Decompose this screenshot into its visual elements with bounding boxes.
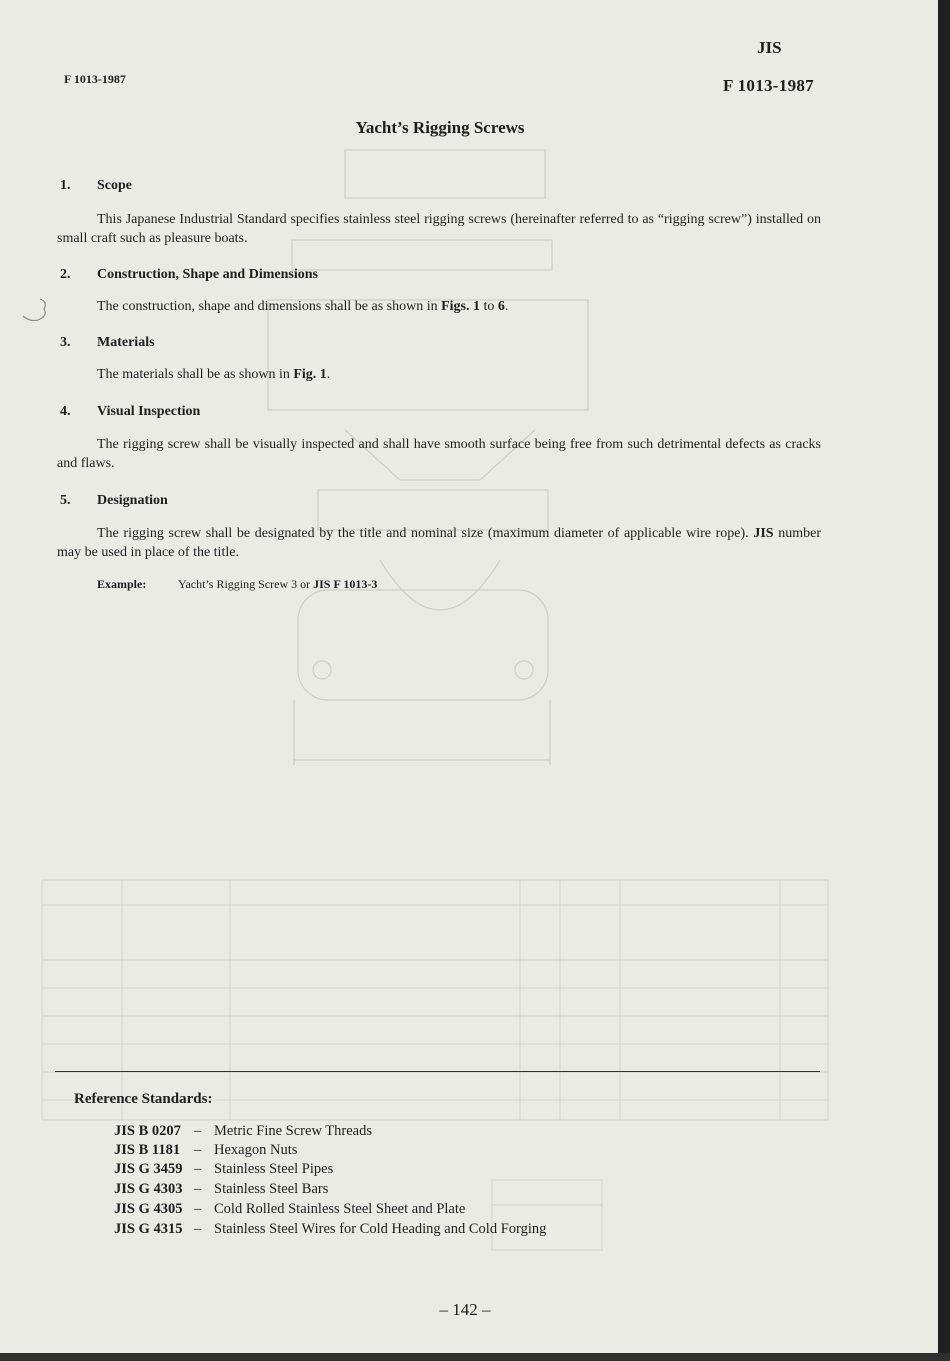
document-title: Yacht’s Rigging Screws: [355, 118, 525, 137]
reference-item: JIS G 3459 – Stainless Steel Pipes: [114, 1161, 334, 1177]
example-code: JIS F 1013-3: [313, 577, 378, 591]
figure-reference: 6: [497, 299, 505, 314]
section-3-number: 3.: [60, 335, 71, 350]
reference-item: JIS B 0207 – Metric Fine Screw Threads: [114, 1123, 372, 1139]
section-3-heading: Materials: [97, 335, 155, 350]
reference-divider: [55, 1071, 820, 1072]
reference-item: JIS G 4315 – Stainless Steel Wires for Cold Heading and Cold Forging: [114, 1221, 547, 1237]
section-2-text: The construction, shape and dimensions shall be as shown in Figs. 1 to 6.: [97, 299, 509, 314]
section-5-number: 5.: [60, 493, 71, 508]
header-right-code: F 1013-1987: [723, 76, 814, 95]
section-5-heading: Designation: [97, 493, 168, 508]
section-2-number: 2.: [60, 267, 71, 282]
scan-edge-right: [938, 0, 950, 1361]
jis-label: JIS: [753, 526, 774, 541]
example-label: Example:: [97, 577, 147, 591]
scan-edge-bottom: [0, 1353, 950, 1361]
example-text: Yacht’s Rigging Screw 3 or JIS F 1013-3: [178, 577, 378, 591]
pencil-mark: [18, 296, 52, 326]
section-5-text: The rigging screw shall be designated by the title and nominal size (maximum diameter of applicable wire rope). JIS number may be used in place of the title.: [57, 526, 821, 560]
section-1-text: This Japanese Industrial Standard specifies stainless steel rigging screws (hereinafter referred to as “rigging screw”) installed on small craft such as pleasure boats.: [57, 212, 821, 246]
section-4-heading: Visual Inspection: [97, 404, 201, 419]
reference-item: JIS G 4305 – Cold Rolled Stainless Steel Sheet and Plate: [114, 1201, 466, 1217]
section-4-number: 4.: [60, 404, 71, 419]
figure-reference: Fig. 1: [293, 367, 327, 382]
header-left-code: F 1013-1987: [64, 72, 126, 86]
section-1-number: 1.: [60, 178, 71, 193]
section-2-heading: Construction, Shape and Dimensions: [97, 267, 318, 282]
page-number: – 142 –: [439, 1300, 491, 1319]
header-jis-mark: JIS: [757, 38, 782, 57]
reference-standards-heading: Reference Standards:: [74, 1091, 213, 1107]
section-1-heading: Scope: [97, 178, 132, 193]
reference-item: JIS B 1181 – Hexagon Nuts: [114, 1142, 298, 1158]
figure-reference: Figs. 1: [441, 299, 480, 314]
section-3-text: The materials shall be as shown in Fig. 1.: [97, 367, 331, 382]
reference-item: JIS G 4303 – Stainless Steel Bars: [114, 1181, 329, 1197]
section-4-text: The rigging screw shall be visually inspected and shall have smooth surface being free from such detrimental defects as cracks and flaws.: [57, 437, 821, 471]
